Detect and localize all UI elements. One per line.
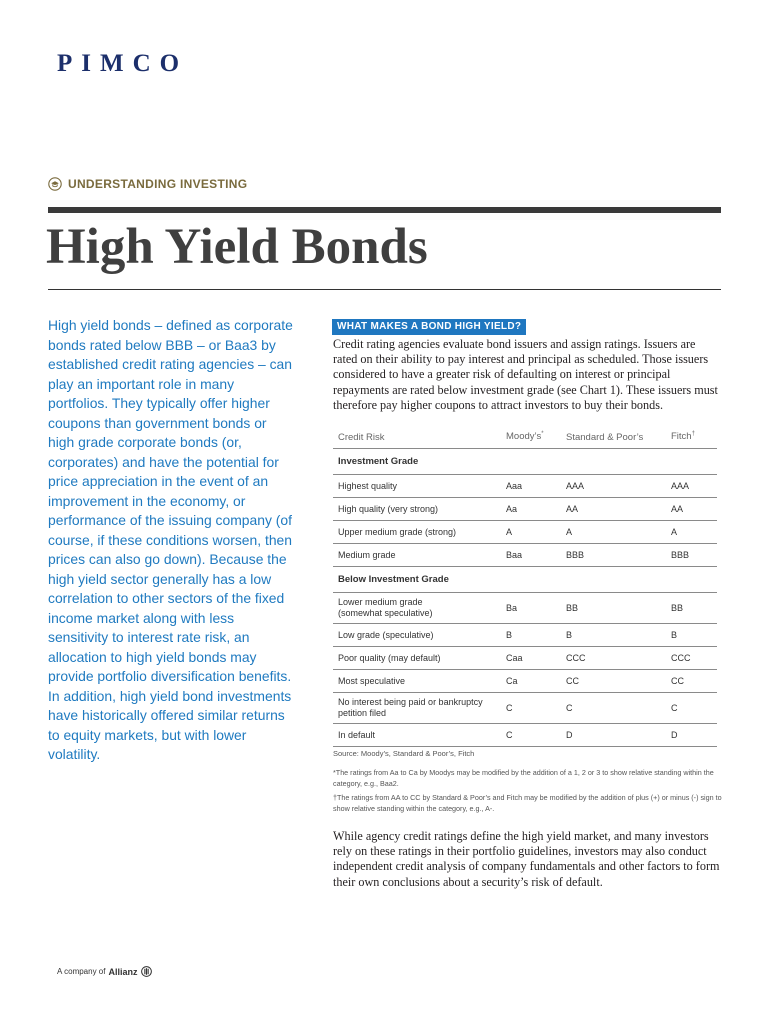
intro-text: High yield bonds – defined as corporate bonds rated below BBB – or Baa3 by established credit rating agencies – can play an important role in many portfolios. They typically offer higher coupons than government bonds or high grade corporate bonds (or, corporates) and have the potential for price appreciation in the event of an improvement in the economy, or performance of the issuing company (of course, if these conditions worsen, then prices can also go down). Because the high yield sector generally has a low correlation to other sectors of the fixed income market along with less sensitivity to interest rate risk, an allocation to high yield bonds may provide portfolio diversification benefits. In addition, high yield bond investments have historically offered similar returns to equity markets, but with lower volatility. [48, 317, 293, 762]
footnote-sp-fitch: †The ratings from AA to CC by Standard & Poor’s and Fitch may be modified by the addition of plus (+) or minus (-) sign to show relative standing within the category, e.g., A-. [333, 793, 722, 813]
table-source: Source: Moody’s, Standard & Poor’s, Fitch [333, 749, 475, 758]
title-top-rule [48, 207, 721, 213]
table-row: Poor quality (may default) Caa CCC CCC [333, 647, 717, 670]
table-row: Medium grade Baa BBB BBB [333, 544, 717, 567]
header-fitch: Fitch† [666, 426, 717, 449]
graduation-cap-icon [48, 177, 62, 191]
header-moodys: Moody’s* [501, 426, 561, 449]
title-bottom-rule [48, 289, 721, 290]
section-row-investment-grade: Investment Grade [333, 449, 717, 475]
footer-prefix: A company of [57, 967, 106, 976]
footnote-moodys: *The ratings from Aa to Ca by Moodys may be modified by the addition of a 1, 2 or 3 to show relative standing within the category, e.g., Baa2. [333, 768, 714, 788]
table-row: In default C D D [333, 724, 717, 747]
pimco-logo: PIMCO [57, 50, 189, 77]
table-row: Lower medium grade (somewhat speculative) Ba BB BB [333, 593, 717, 624]
section-banner: WHAT MAKES A BOND HIGH YIELD? [332, 319, 526, 335]
header-credit-risk: Credit Risk [333, 426, 501, 449]
footer-brand: Allianz [108, 966, 138, 977]
allianz-eagle-icon [141, 966, 152, 977]
page-title: High Yield Bonds [46, 219, 428, 275]
footer-allianz [57, 966, 152, 977]
credit-analysis-paragraph: While agency credit ratings define the high yield market, and many investors rely on these ratings in their portfolio guidelines, investors may also conduct independent credit analysis of company fundamentals and other factors to form their own conclusions about a security’s risk of default. [333, 829, 720, 889]
table-row: Upper medium grade (strong) A A A [333, 521, 717, 544]
table-row: High quality (very strong) Aa AA AA [333, 498, 717, 521]
header-sp: Standard & Poor’s [561, 426, 666, 449]
table-row: Most speculative Ca CC CC [333, 670, 717, 693]
series-label [48, 177, 247, 191]
series-text: UNDERSTANDING INVESTING [68, 177, 248, 191]
section-row-below-investment-grade: Below Investment Grade [333, 567, 717, 593]
table-row: Low grade (speculative) B B B [333, 624, 717, 647]
credit-ratings-table [333, 426, 717, 747]
table-header-row [333, 426, 717, 449]
table-row: No interest being paid or bankruptcy petition filed C C C [333, 693, 717, 724]
table-row: Highest quality Aaa AAA AAA [333, 475, 717, 498]
ratings-paragraph: Credit rating agencies evaluate bond issuers and assign ratings. Issuers are rated on their ability to pay interest and principal as scheduled. Those issuers considered to have a greater risk of defaulting on interest or principal repayments are rated below investment grade (see Chart 1). These issuers must therefore pay higher coupons to attract investors to buy their bonds. [333, 337, 718, 412]
